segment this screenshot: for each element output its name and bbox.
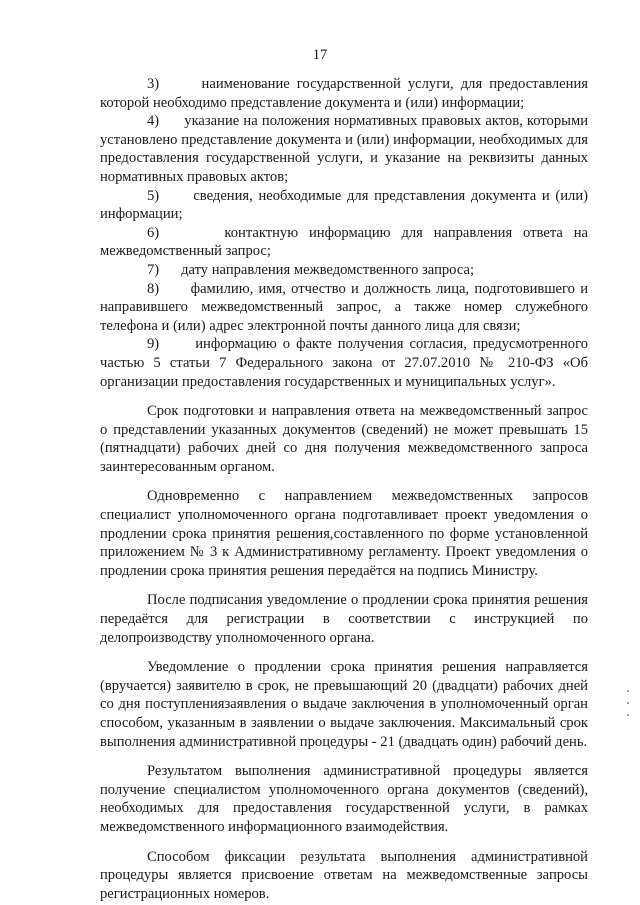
- document-body: [100, 75, 588, 903]
- scan-dot: [627, 690, 629, 692]
- list-item-text: наименование государственной услуги, для предоставления которой необходимо представление документа и (или) информации;: [100, 76, 588, 111]
- spacer: [100, 580, 588, 591]
- spacer: [100, 751, 588, 762]
- spacer: [100, 391, 588, 402]
- list-item: [100, 335, 588, 391]
- list-item-text: контактную информацию для направления ответа на межведомственный запрос;: [100, 224, 589, 260]
- spacer: [100, 647, 588, 658]
- list-item: [100, 261, 588, 280]
- paragraph: Срок подготовки и направления ответа на межведомственный запрос о представлении указанных документов (сведений) не может превышать 15 (пятнадцати) рабочих дней со дня получения межведомственного запроса заинтересованным органом.: [100, 403, 588, 475]
- list-item-number: 4): [147, 113, 160, 130]
- list-item: [100, 112, 588, 186]
- scan-dot: [627, 702, 629, 704]
- list-item-number: 6): [147, 224, 160, 241]
- scan-margin-marks: [627, 690, 635, 726]
- spacer: [100, 476, 588, 487]
- list-item-number: 8): [147, 280, 160, 297]
- page-number: 17: [312, 47, 328, 63]
- list-item-number: 7): [147, 261, 160, 278]
- list-item: [100, 187, 588, 224]
- scan-dot: [627, 714, 629, 716]
- list-item-number: 5): [147, 187, 160, 204]
- paragraph: После подписания уведомление о продлении срока принятия решения передаётся для регистрации в соответствии с инструкцией по делопроизводству уполномоченного органа.: [100, 592, 588, 646]
- list-item-text: дату направления межведомственного запроса;: [181, 261, 475, 278]
- list-item-text: сведения, необходимые для представления документа и (или) информации;: [100, 187, 588, 223]
- paragraph: Результатом выполнения административной процедуры является получение специалистом уполномоченного органа документов (сведений), необходимых для предоставления государственной услуги, в рамках межведомственного информационного взаимодействия.: [100, 763, 588, 835]
- list-item-text: фамилию, имя, отчество и должность лица, подготовившего и направившего межведомственный запрос, а также номер служебного телефона и (или) адрес электронной почты данного лица для связи;: [100, 280, 589, 334]
- list-item: [100, 280, 588, 336]
- list-item: [100, 224, 588, 261]
- list-item-number: 9): [147, 336, 160, 353]
- list-item: [100, 75, 588, 112]
- paragraph: Одновременно с направлением межведомственных запросов специалист уполномоченного органа подготавливает проект уведомления о продлении срока принятия решения,составленного по форме установленной приложением № 3 к Административному регламенту. Проект уведомления о продлении срока принятия решения передаётся на подпись Министру.: [100, 488, 588, 579]
- spacer: [100, 837, 588, 848]
- paragraph: Уведомление о продлении срока принятия решения направляется (вручается) заявителю в срок, не превышающий 20 (двадцати) рабочих дней со дня поступлениязаявления о выдаче заключения в уполномоченный орган способом, указанным в заявлении о выдаче заключения. Максимальный срок выполнения административной процедуры - 21 (двадцать один) рабочий день.: [100, 659, 588, 750]
- list-item-number: 3): [147, 76, 160, 92]
- paragraph: Способом фиксации результата выполнения административной процедуры является присвоение ответам на межведомственные запросы регистрационных номеров.: [100, 848, 588, 902]
- list-item-text: информацию о факте получения согласия, предусмотренного частью 5 статьи 7 Федерального закона от 27.07.2010 № 210-ФЗ «Об организации предоставления государственных и муниципальных услуг».: [100, 336, 588, 390]
- list-item-text: указание на положения нормативных правовых актов, которыми установлено представление документа и (или) информации, необходимых для предоставления государственной услуги, и указание на реквизиты данных нормативных правовых актов;: [100, 113, 589, 185]
